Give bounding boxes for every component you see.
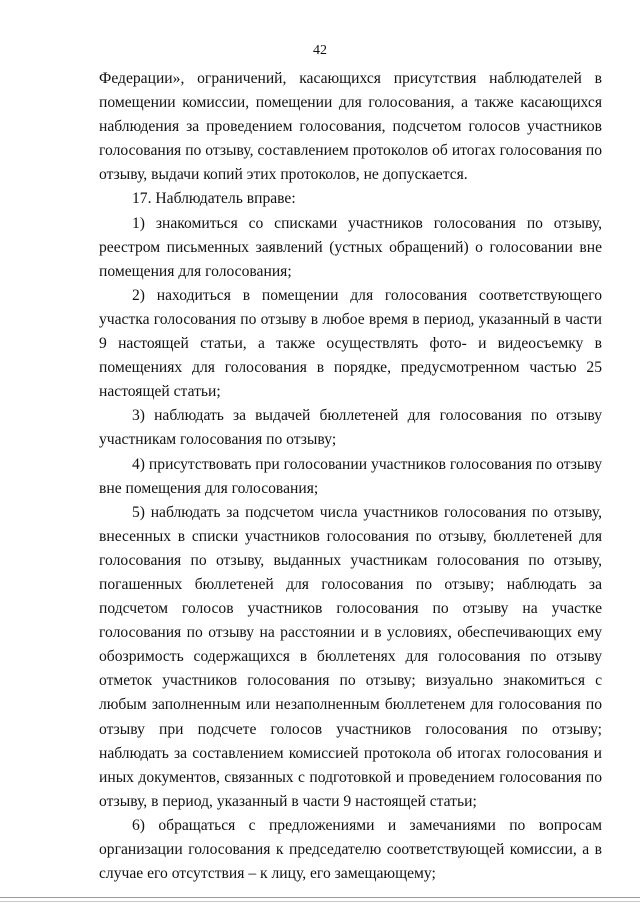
- paragraph-item-6: 6) обращаться с предложениями и замечаниями по вопросам организации голосования к председателю соответствующей комиссии, а в случае его отсутствия – к лицу, его замещающему;: [99, 816, 602, 883]
- paragraph-continuation: Федерации», ограничений, касающихся присутствия наблюдателей в помещении комиссии, помещении для голосования, а также касающихся наблюдения за проведением голосования, подсчетом голосов участников голосования по отзыву, составлением протоколов об итогах голосования по отзыву, выдачи копий этих протоколов, не допускается.: [99, 70, 602, 184]
- paragraph-article-17: 17. Наблюдатель вправе:: [132, 190, 296, 208]
- paragraph-item-5: 5) наблюдать за подсчетом числа участников голосования по отзыву, внесенных в списки участников голосования по отзыву, бюллетеней для голосования по отзыву, выданных участникам голосования по отзыву, погашенных бюллетеней для голосования по отзыву; наблюдать за подсчетом голосов участников голосования по отзыву на участке голосования по отзыву на расстоянии и в условиях, обеспечивающих ему обозримость содержащихся в бюллетенях для голосования по отзыву отметок участников голосования по отзыву; визуально знакомиться с любым заполненным или незаполненным бюллетенем для голосования по отзыву при подсчете голосов участников голосования по отзыву; наблюдать за составлением комиссией протокола об итогах голосования и иных документов, связанных с подготовкой и проведением голосования по отзыву, в период, указанный в части 9 настоящей статьи;: [99, 503, 602, 810]
- paragraph-item-3: 3) наблюдать за выдачей бюллетеней для голосования по отзыву участникам голосования по отзыву;: [99, 407, 602, 449]
- document-body: [99, 67, 602, 886]
- paragraph-item-4: 4) присутствовать при голосовании участников голосования по отзыву вне помещения для голосования;: [99, 455, 602, 497]
- paragraph-item-2: 2) находиться в помещении для голосования соответствующего участка голосования по отзыву в любое время в период, указанный в части 9 настоящей статьи, а также осуществлять фото- и видеосъемку в помещениях для голосования в порядке, предусмотренном частью 25 настоящей статьи;: [99, 286, 602, 401]
- page-number: 42: [313, 43, 327, 58]
- paragraph-item-1: 1) знакомиться со списками участников голосования по отзыву, реестром письменных заявлений (устных обращений) о голосовании вне помещения для голосования;: [99, 214, 602, 280]
- scan-bottom-edge: [0, 897, 640, 902]
